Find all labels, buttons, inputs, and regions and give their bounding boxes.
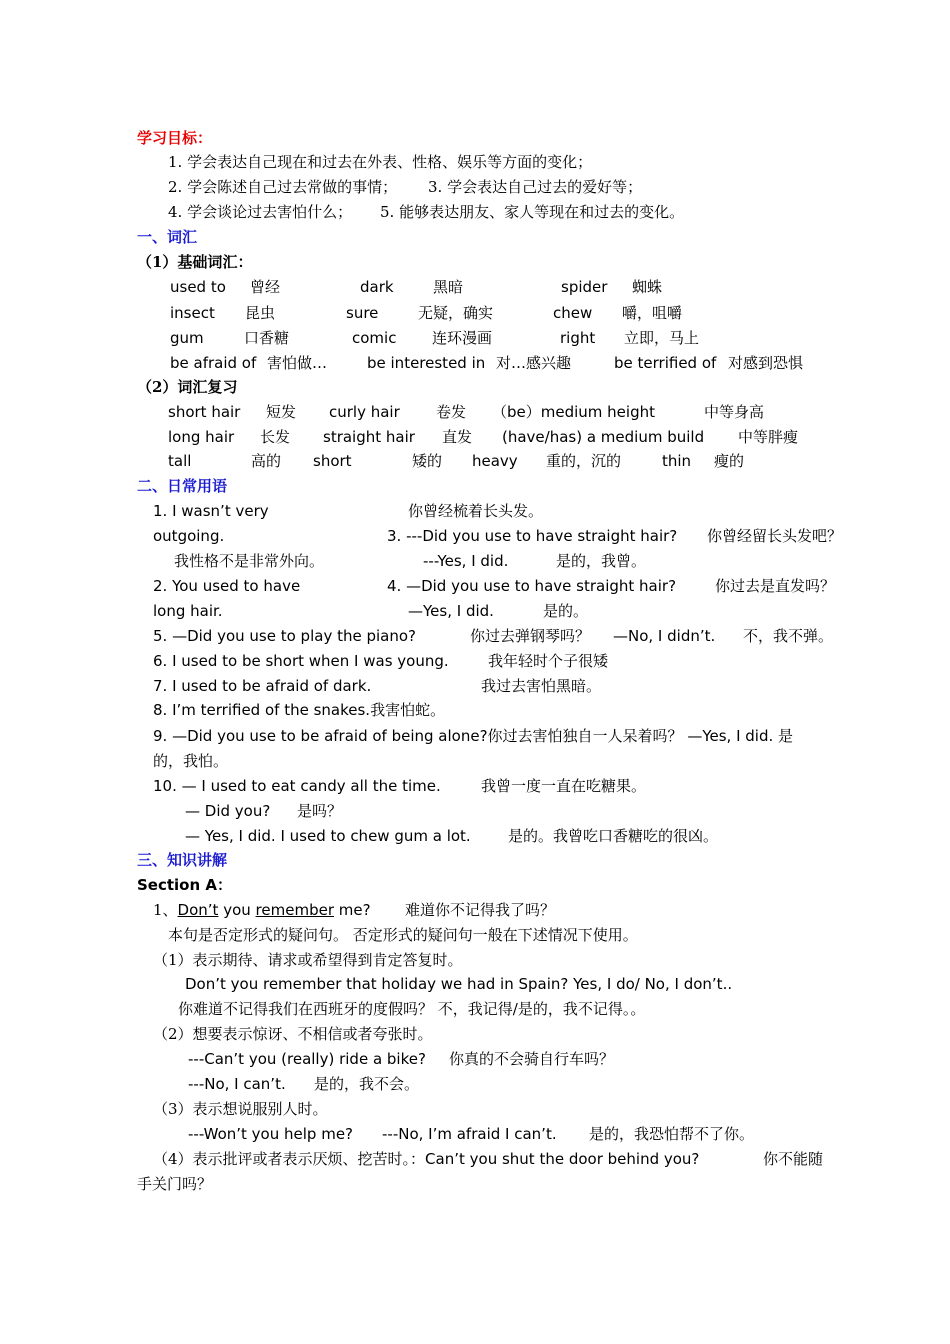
point-3-answer-zh: 是的，我恐怕帮不了你。	[589, 1125, 755, 1143]
review-word: (have/has) a medium build	[502, 428, 705, 446]
point-2-answer: ---No, I can’t.	[188, 1075, 286, 1093]
goal-3: 3. 学会表达自己过去的爱好等；	[428, 178, 643, 196]
review-meaning: 重的，沉的	[546, 452, 622, 470]
vocab-word: gum	[170, 329, 204, 347]
phrase-zh: 对感到恐惧	[728, 354, 804, 372]
sentence-5-answer-zh: 不，我不弹。	[743, 627, 834, 645]
item-1-sentence	[153, 900, 371, 920]
vocab-meaning: 无疑，确实	[418, 304, 494, 322]
review-vocab-title: （2）词汇复习	[137, 378, 238, 396]
vocab-meaning: 口香糖	[244, 329, 290, 347]
sentence-4-answer-zh: 是的。	[543, 602, 589, 620]
vocab-word: spider	[561, 278, 608, 296]
vocab-word: used to	[170, 278, 226, 296]
review-word: short hair	[168, 403, 241, 421]
item-1-number: 1、	[153, 901, 178, 919]
sentence-2-zh: 你曾经梳着长头发。	[408, 502, 544, 520]
sentence-1-en-cont: outgoing.	[153, 527, 225, 545]
sentence-4-question: 4. —Did you use to have straight hair?	[387, 577, 677, 595]
sentence-10-answer-zh: 是的。我曾吃口香糖吃的很凶。	[508, 827, 719, 845]
phrase-en: be interested in	[367, 354, 486, 372]
sentence-9-en: 9. —Did you use to be afraid of being alone?	[153, 727, 488, 745]
vocab-word: insect	[170, 304, 215, 322]
review-word: long hair	[168, 428, 235, 446]
goal-2: 2. 学会陈述自己过去常做的事情；	[168, 178, 398, 196]
review-word: curly hair	[329, 403, 400, 421]
vocab-word: right	[560, 329, 596, 347]
vocab-section-title: 一、词汇	[137, 228, 198, 246]
sentence-9-cont: 的，我怕。	[153, 752, 229, 770]
sentence-5-en: 5. —Did you use to play the piano?	[153, 627, 416, 645]
review-meaning: 卷发	[436, 403, 467, 421]
sentence-9-answer: —Yes, I did.	[687, 727, 774, 745]
point-2-answer-zh: 是的，我不会。	[314, 1075, 420, 1093]
goal-5: 5. 能够表达朋友、家人等现在和过去的变化。	[380, 203, 685, 221]
item-1-word-you: you	[218, 901, 256, 919]
vocab-meaning: 昆虫	[245, 304, 276, 322]
review-meaning: 长发	[260, 428, 291, 446]
review-word: short	[313, 452, 352, 470]
goals-title: 学习目标：	[137, 129, 213, 147]
vocab-meaning: 连环漫画	[432, 329, 493, 347]
section-a-heading: Section A：	[137, 876, 232, 894]
sentence-8-zh: 我害怕蛇。	[370, 701, 446, 719]
review-meaning: 高的	[251, 452, 282, 470]
review-word: thin	[662, 452, 692, 470]
review-meaning: 短发	[266, 403, 297, 421]
vocab-word: sure	[346, 304, 379, 322]
point-1-example-en: Don’t you remember that holiday we had in Spain? Yes, I do/ No, I don’t..	[185, 975, 733, 993]
sentence-10-question-zh: 是吗？	[297, 802, 343, 820]
point-4-example-zh: 你不能随	[763, 1150, 824, 1168]
sentence-9	[153, 726, 793, 746]
sentence-4-question-zh: 你过去是直发吗？	[715, 577, 836, 595]
point-4-line	[153, 1149, 699, 1169]
phrase-en: be terrified of	[614, 354, 717, 372]
item-1-word-remember: remember	[255, 901, 334, 919]
vocab-word: comic	[352, 329, 397, 347]
vocab-meaning: 立即，马上	[624, 329, 700, 347]
point-1-title: （1）表示期待、请求或希望得到肯定答复时。	[153, 951, 463, 969]
phrase-zh: 对…感兴趣	[496, 354, 572, 372]
point-3-title: （3）表示想说服别人时。	[153, 1100, 328, 1118]
sentence-7-en: 7. I used to be afraid of dark.	[153, 677, 372, 695]
vocab-meaning: 黑暗	[433, 278, 464, 296]
sentence-5-answer: —No, I didn’t.	[613, 627, 716, 645]
item-1-intro: 本句是否定形式的疑问句。 否定形式的疑问句一般在下述情况下使用。	[168, 926, 638, 944]
sentence-5-zh: 你过去弹钢琴吗？	[470, 627, 591, 645]
vocab-word: dark	[360, 278, 394, 296]
review-meaning: 矮的	[412, 452, 443, 470]
sentence-3-answer-zh: 是的，我曾。	[556, 552, 647, 570]
vocab-meaning: 蜘蛛	[632, 278, 663, 296]
review-word: straight hair	[323, 428, 415, 446]
point-4-example-en: Can’t you shut the door behind you?	[425, 1150, 700, 1168]
sentence-10-en: 10. — I used to eat candy all the time.	[153, 777, 441, 795]
vocab-meaning: 曾经	[250, 278, 281, 296]
sentence-10-question: — Did you?	[185, 802, 271, 820]
review-meaning: 中等身高	[704, 403, 765, 421]
vocab-meaning: 嚼，咀嚼	[622, 304, 683, 322]
sentence-6-en: 6. I used to be short when I was young.	[153, 652, 449, 670]
sentence-6-zh: 我年轻时个子很矮	[488, 652, 609, 670]
point-2-question-zh: 你真的不会骑自行车吗？	[449, 1050, 615, 1068]
phrase-zh: 害怕做…	[267, 354, 328, 372]
sentence-1-zh: 我性格不是非常外向。	[174, 552, 325, 570]
sentence-2-en: 2. You used to have	[153, 577, 301, 595]
sentence-3-answer: ---Yes, I did.	[423, 552, 509, 570]
point-3-question: ---Won’t you help me?	[188, 1125, 354, 1143]
review-word: tall	[168, 452, 192, 470]
sentence-10-zh: 我曾一度一直在吃糖果。	[481, 777, 647, 795]
point-3-answer: ---No, I’m afraid I can’t.	[382, 1125, 557, 1143]
item-1-zh: 难道你不记得我了吗？	[405, 901, 556, 919]
review-meaning: 瘦的	[714, 452, 745, 470]
point-2-question: ---Can’t you (really) ride a bike?	[188, 1050, 426, 1068]
sentence-3-question: 3. ---Did you use to have straight hair?	[387, 527, 678, 545]
sentence-7-zh: 我过去害怕黑暗。	[481, 677, 602, 695]
point-4-title: （4）表示批评或者表示厌烦、挖苦时。：	[153, 1150, 426, 1168]
point-2-title: （2）想要表示惊讶、不相信或者夸张时。	[153, 1025, 433, 1043]
item-1-word-me: me?	[333, 901, 371, 919]
sentence-9-tail: 是	[778, 727, 794, 745]
basic-vocab-title: （1）基础词汇：	[137, 253, 253, 271]
sentence-4-answer: —Yes, I did.	[408, 602, 494, 620]
review-meaning: 中等胖瘦	[738, 428, 799, 446]
review-word: （be）medium height	[492, 403, 655, 421]
goal-4: 4. 学会谈论过去害怕什么；	[168, 203, 353, 221]
sentence-2-en-cont: long hair.	[153, 602, 223, 620]
knowledge-section-title: 三、知识讲解	[137, 851, 228, 869]
item-1-word-dont: Don’t	[177, 901, 219, 919]
goal-1: 1. 学会表达自己现在和过去在外表、性格、娱乐等方面的变化；	[168, 153, 593, 171]
review-meaning: 直发	[442, 428, 473, 446]
vocab-word: chew	[553, 304, 593, 322]
point-4-example-zh-cont: 手关门吗？	[137, 1175, 213, 1193]
sentence-3-question-zh: 你曾经留长头发吧？	[707, 527, 843, 545]
sentence-8-en-text: 8. I’m terrified of the snakes.	[153, 701, 371, 719]
review-word: heavy	[472, 452, 518, 470]
sentence-8-en	[153, 700, 445, 720]
sentence-10-answer: — Yes, I did. I used to chew gum a lot.	[185, 827, 471, 845]
phrase-en: be afraid of	[170, 354, 257, 372]
sentence-1-en: 1. I wasn’t very	[153, 502, 269, 520]
daily-section-title: 二、日常用语	[137, 477, 228, 495]
sentence-9-zh: 你过去害怕独自一人呆着吗？	[487, 727, 683, 745]
point-1-example-zh: 你难道不记得我们在西班牙的度假吗？ 不，我记得/是的，我不记得。。	[178, 1000, 646, 1018]
